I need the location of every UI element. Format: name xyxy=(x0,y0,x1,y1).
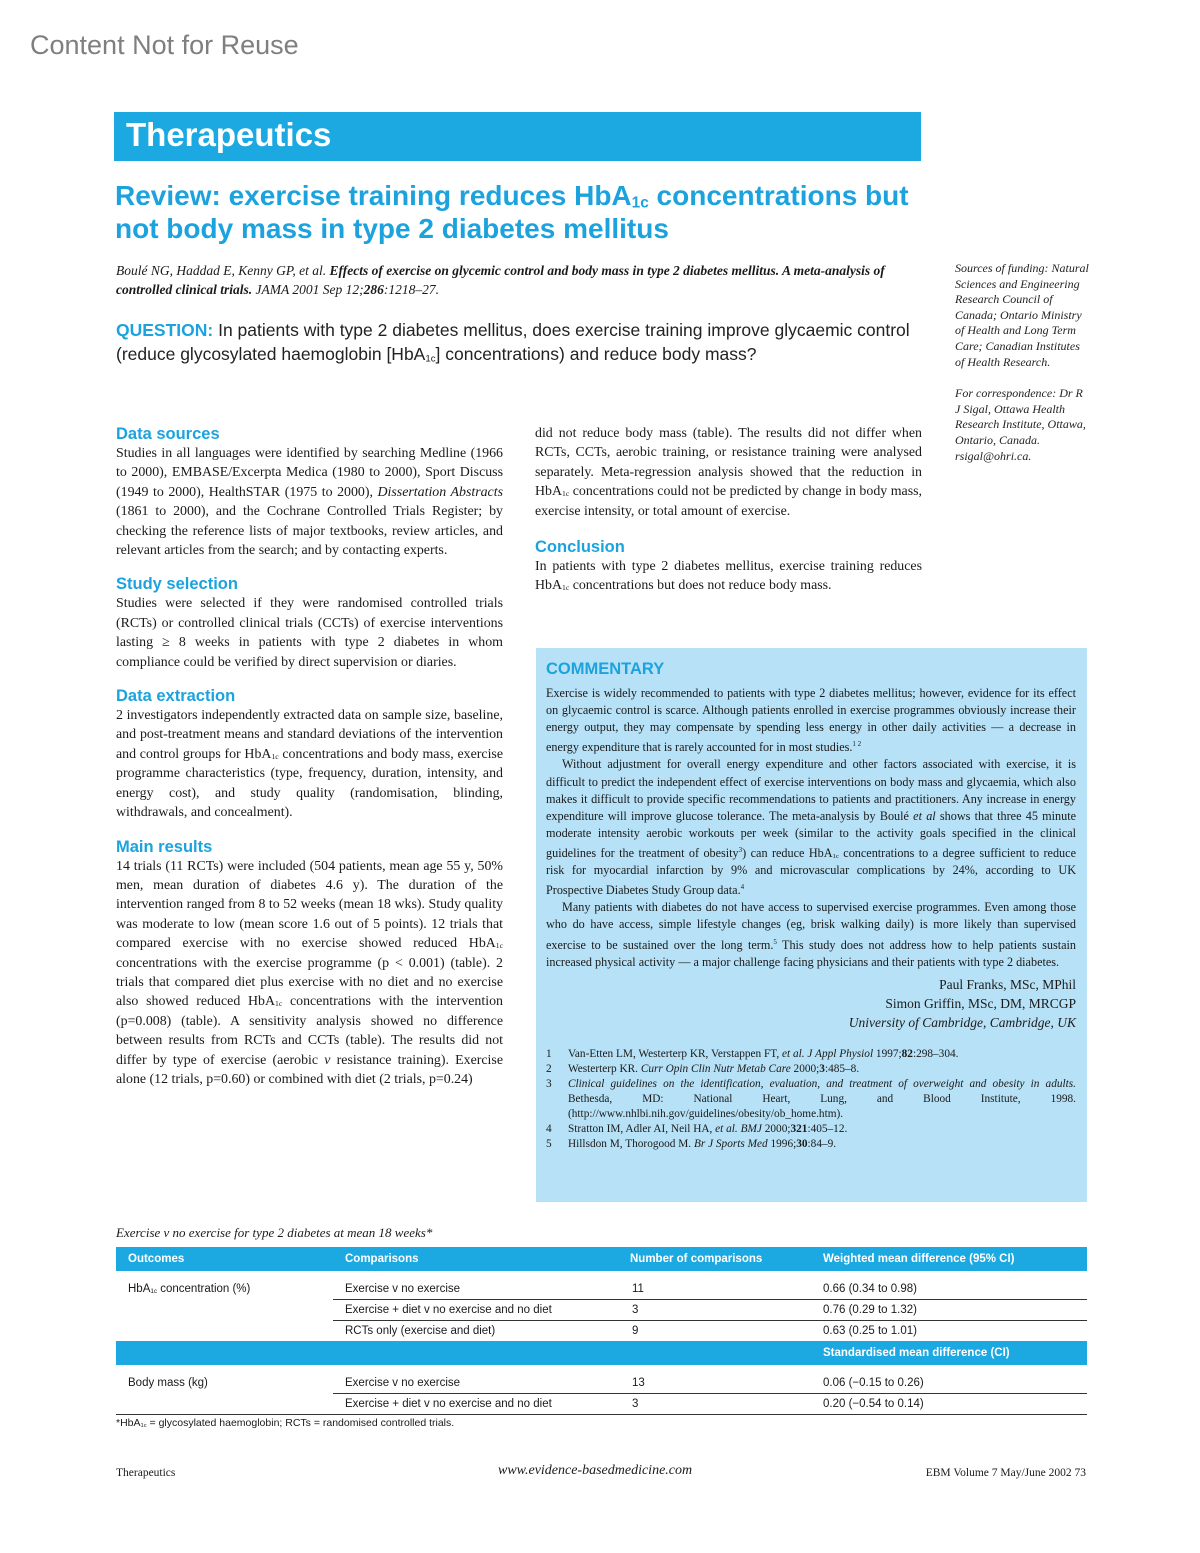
data-extraction-text: 2 investigators independently extracted data on sample size, baseline, and post-treatment means and standard deviations of the intervention and control groups for HbA$_{1c}$ concentrations and body mass, exercise programme characteristics (type, frequency, duration, intensity, and energy cost), and study quality (randomisation, blinding, withdrawals, and concealment). xyxy=(116,708,503,821)
number-cell: 9 xyxy=(632,1325,639,1337)
number-cell: 11 xyxy=(618,1279,811,1300)
comparison-cell: RCTs only (exercise and diet) xyxy=(345,1325,496,1337)
main-results-heading: Main results xyxy=(116,837,213,856)
watermark: Content Not for Reuse xyxy=(30,30,299,60)
data-extraction-section xyxy=(116,686,503,822)
commentary-paragraph-1: Exercise is widely recommended to patients with type 2 diabetes mellitus; however, evidence for its effect on glycaemic control is scarce. Although patients enrolled in exercise programmes obviously increase their energy output, they may compensate by spending less energy in other daily activities — a decrease in energy expenditure that is rarely accounted for in most studies.$^{1 2}$ xyxy=(546,686,1076,755)
data-sources-section xyxy=(116,424,503,560)
outcome-hba1c: HbA$_{1c}$ concentration (%) xyxy=(128,1283,251,1296)
reference-item: 1 Van-Etten LM, Westerterp KR, Verstappen FT, et al. J Appl Physiol 1997;82:298–304. xyxy=(546,1047,959,1060)
data-extraction-heading: Data extraction xyxy=(116,687,236,706)
author-2: Simon Griffin, MSc, DM, MRCGP xyxy=(885,995,1076,1011)
smd-header-row xyxy=(116,1341,1087,1365)
conclusion-section xyxy=(535,537,922,596)
header-smd: Standardised mean difference (CI) xyxy=(811,1341,1087,1365)
comparison-cell: Exercise + diet v no exercise and no diet xyxy=(333,1394,618,1415)
table-footnote: *HbA$_{1c}$ = glycosylated haemoglobin; RCTs = randomised controlled trials. xyxy=(116,1417,455,1429)
outcome-body-mass: Body mass (kg) xyxy=(128,1377,208,1390)
reference-item: 2 Westerterp KR. Curr Opin Clin Nutr Metab Care 2000;3:485–8. xyxy=(546,1062,860,1075)
section-banner xyxy=(114,112,921,161)
commentary-paragraph-2: Without adjustment for overall energy expenditure and other factors associated with exercise, it is difficult to predict the independent effect of exercise interventions on body mass and glycaemia, which also makes it difficult to provide specific recommendations to patients and practitioners. Any increase in energy expenditure will improve glucose tolerance. The meta-analysis by Boulé et al shows that three 45 minute moderate intensity aerobic workouts per week (similar to the activity goals specified in the clinical guidelines for the treatment of obesity$^3$) can reduce HbA$_{1c}$ concentrations to a degree sufficient to reduce risk for myocardial infarction by 9% and microvascular complications by 24%, according to UK Prospective Diabetes Study Group data.$^4$ xyxy=(546,757,1076,898)
conclusion-heading: Conclusion xyxy=(535,538,625,557)
commentary-box xyxy=(536,648,1087,1202)
table-row xyxy=(116,1321,1087,1342)
correspondence-note: For correspondence: Dr R J Sigal, Ottawa Health Research Institute, Ottawa, Ontario, Canada. rsigal@ohri.ca. xyxy=(955,386,1086,463)
table-row xyxy=(116,1394,1087,1415)
left-column xyxy=(116,424,503,1103)
value-cell: 0.76 (0.29 to 1.32) xyxy=(811,1300,1087,1321)
funding-note: Sources of funding: Natural Sciences and Engineering Research Council of Canada; Ontario Ministry of Health and Long Term Care; Canadian Institutes of Health Research. xyxy=(955,261,1089,369)
conclusion-text: In patients with type 2 diabetes mellitus, exercise training reduces HbA$_{1c}$ concentrations but does not reduce body mass. xyxy=(535,559,922,594)
number-cell: 3 xyxy=(618,1300,811,1321)
study-selection-section xyxy=(116,574,503,672)
value-cell: 0.20 (−0.54 to 0.14) xyxy=(811,1394,1087,1415)
author-institution: University of Cambridge, Cambridge, UK xyxy=(848,1014,1076,1030)
section-title: Therapeutics xyxy=(126,116,332,153)
author-1: Paul Franks, MSc, MPhil xyxy=(939,976,1076,992)
sidebar xyxy=(955,261,1090,480)
data-sources-text: Studies in all languages were identified by searching Medline (1966 to 2000), EMBASE/Excerpta Medica (1980 to 2000), Sport Discuss (1949 to 2000), HealthSTAR (1975 to 2000), Dissertation Abstracts (1861 to 2000), and the Cochrane Controlled Trials Register; by checking the reference lists of major textbooks, review articles, and relevant articles from the search; and by contacting experts. xyxy=(116,446,503,559)
footer-issue-info: EBM Volume 7 May/June 2002 73 xyxy=(925,1467,1086,1479)
header-wmd: Weighted mean difference (95% CI) xyxy=(811,1247,1087,1271)
footer-website-link[interactable]: www.evidence-basedmedicine.com xyxy=(498,1463,693,1478)
value-cell: 0.63 (0.25 to 1.01) xyxy=(823,1325,917,1337)
header-comparisons: Comparisons xyxy=(333,1247,618,1271)
commentary-heading: COMMENTARY xyxy=(546,660,665,678)
header-outcomes: Outcomes xyxy=(116,1247,333,1271)
question-label: QUESTION: xyxy=(116,320,214,340)
main-results-section xyxy=(116,837,503,1090)
table-row xyxy=(116,1279,1087,1300)
data-sources-heading: Data sources xyxy=(116,425,220,443)
study-selection-heading: Study selection xyxy=(116,575,238,594)
header-number: Number of comparisons xyxy=(618,1247,811,1271)
main-results-continued xyxy=(535,424,922,521)
article-title: Review: exercise training reduces HbA$_{1c}$ concentrations but not body mass in type 2 diabetes mellitus xyxy=(115,180,909,244)
study-selection-text: Studies were selected if they were randomised controlled trials (RCTs) or controlled clinical trials (CCTs) of exercise interventions lasting ≥ 8 weeks in patients with type 2 diabetes in whom compliance could be verified by direct supervision or diaries. xyxy=(116,596,503,670)
table-header-row xyxy=(116,1247,1087,1271)
middle-column xyxy=(535,424,922,612)
value-cell: 0.06 (−0.15 to 0.26) xyxy=(811,1373,1087,1394)
results-table xyxy=(116,1247,1087,1415)
comparison-cell: Exercise v no exercise xyxy=(333,1373,618,1394)
main-results-continued-text: did not reduce body mass (table). The results did not differ when RCTs, CCTs, aerobic training, or resistance training were analysed separately. Meta-regression analysis showed that the reduction in HbA$_{1c}$ concentrations could not be predicted by change in body mass, exercise intensity, or total amount of exercise. xyxy=(535,426,922,519)
comparison-cell: Exercise v no exercise xyxy=(333,1279,618,1300)
number-cell: 13 xyxy=(618,1373,811,1394)
comparison-cell: Exercise + diet v no exercise and no diet xyxy=(333,1300,618,1321)
table-row xyxy=(116,1300,1087,1321)
question: QUESTION: In patients with type 2 diabetes mellitus, does exercise training improve glycaemic control (reduce glycosylated haemoglobin [HbA$_{1c}$] concentrations) and reduce body mass? xyxy=(116,320,910,365)
reference-item: 4 Stratton IM, Adler AI, Neil HA, et al. BMJ 2000;321:405–12. xyxy=(546,1122,848,1135)
commentary-paragraph-3: Many patients with diabetes do not have access to supervised exercise programmes. Even among those who do have access, simple lifestyle changes (eg, brisk walking daily) is more likely than supervised exercise to be sustained over the long term.$^5$ This study does not address how to help patients sustain increased physical activity — a major challenge facing physicians and their patients with type 2 diabetes. xyxy=(546,900,1076,969)
footer-section-label: Therapeutics xyxy=(116,1467,176,1479)
commentary-authors xyxy=(546,975,1076,1032)
number-cell: 3 xyxy=(618,1394,811,1415)
reference-item: 3 Clinical guidelines on the identification, evaluation, and treatment of overweight and obesity in adults. Bethesda, MD: National Heart, Lung, and Blood Institute, 1998. (http://www.nhlbi.nih.gov/guidelines/obesity/ob_home.htm). xyxy=(546,1077,1076,1120)
reference-list xyxy=(546,1047,1076,1152)
table-row xyxy=(116,1373,1087,1394)
value-cell: 0.66 (0.34 to 0.98) xyxy=(811,1279,1087,1300)
reference-item: 5 Hillsdon M, Thorogood M. Br J Sports Med 1996;30:84–9. xyxy=(546,1137,837,1150)
citation: Boulé NG, Haddad E, Kenny GP, et al. Effects of exercise on glycemic control and body mass in type 2 diabetes mellitus. A meta-analysis of controlled clinical trials. JAMA 2001 Sep 12;286:1218–27. xyxy=(116,263,885,297)
main-results-text: 14 trials (11 RCTs) were included (504 patients, mean age 55 y, 50% men, mean duration of diabetes 4.6 y). The duration of the intervention ranged from 8 to 52 weeks (mean 18 wks). Study quality was moderate to low (mean score 1.6 out of 5 points). 12 trials that compared exercise with no exercise showed reduced HbA$_{1c}$ concentrations with the exercise programme (p < 0.001) (table). 2 trials that compared diet plus exercise with no diet and no exercise also showed reduced HbA$_{1c}$ concentrations with the intervention (p=0.008) (table). A sensitivity analysis showed no difference between results from RCTs and CCTs (table). The results did not differ by type of exercise (aerobic v resistance training). Exercise alone (12 trials, p=0.60) or combined with diet (2 trials, p=0.24) xyxy=(116,858,503,1087)
table-caption: Exercise v no exercise for type 2 diabetes at mean 18 weeks* xyxy=(116,1225,433,1240)
